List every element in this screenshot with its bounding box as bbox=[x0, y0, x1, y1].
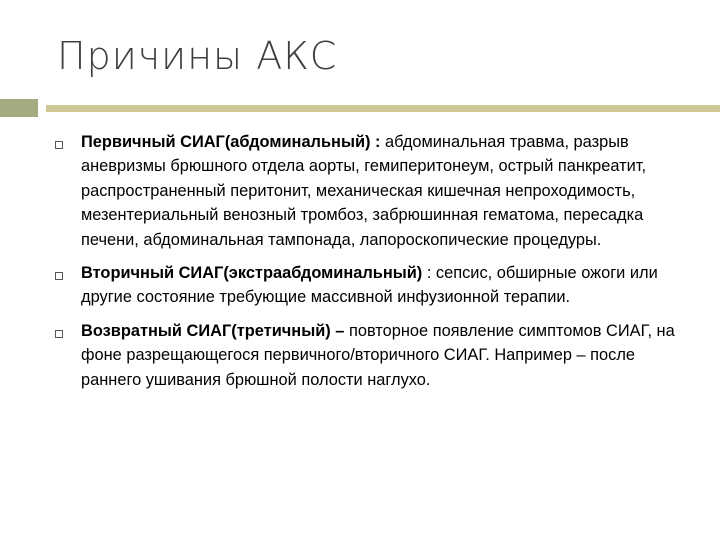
bullet-item-primary bbox=[55, 130, 695, 252]
accent-square bbox=[0, 99, 38, 117]
slide-title: Причины АКС bbox=[57, 34, 338, 78]
bullet-term: Возвратный СИАГ(третичный) – bbox=[81, 321, 345, 340]
bullet-term: Первичный СИАГ(абдоминальный) : bbox=[81, 133, 381, 151]
accent-divider-line bbox=[46, 105, 720, 112]
square-bullet-icon bbox=[55, 272, 63, 280]
bullet-text: : сепсис, обширные ожоги или другие состояние требующие массивной инфузионной терапии. bbox=[81, 264, 658, 307]
bullet-term: Вторичный СИАГ(экстраабдоминальный) bbox=[81, 264, 423, 283]
bullet-text: абдоминальная травма, разрыв аневризмы брюшного отдела аорты, гемиперитонеум, острый панкреатит, распространенный перитонит, механическая кишечная непроходимость, мезентериальный венозный тромбоз, забрюшинная гематома, пересадка печени, абдоминальная тампонада, лапороскопические процедуры. bbox=[81, 133, 647, 249]
bullet-list bbox=[55, 130, 695, 401]
bullet-item-recurrent bbox=[55, 319, 695, 392]
bullet-text: повторное появление симптомов СИАГ, на фоне разрещающегося первичного/вторичного СИАГ. Например – после раннего ушивания брюшной полости наглухо. bbox=[81, 321, 675, 389]
square-bullet-icon bbox=[55, 330, 63, 338]
square-bullet-icon bbox=[55, 141, 63, 149]
bullet-item-secondary bbox=[55, 261, 695, 310]
